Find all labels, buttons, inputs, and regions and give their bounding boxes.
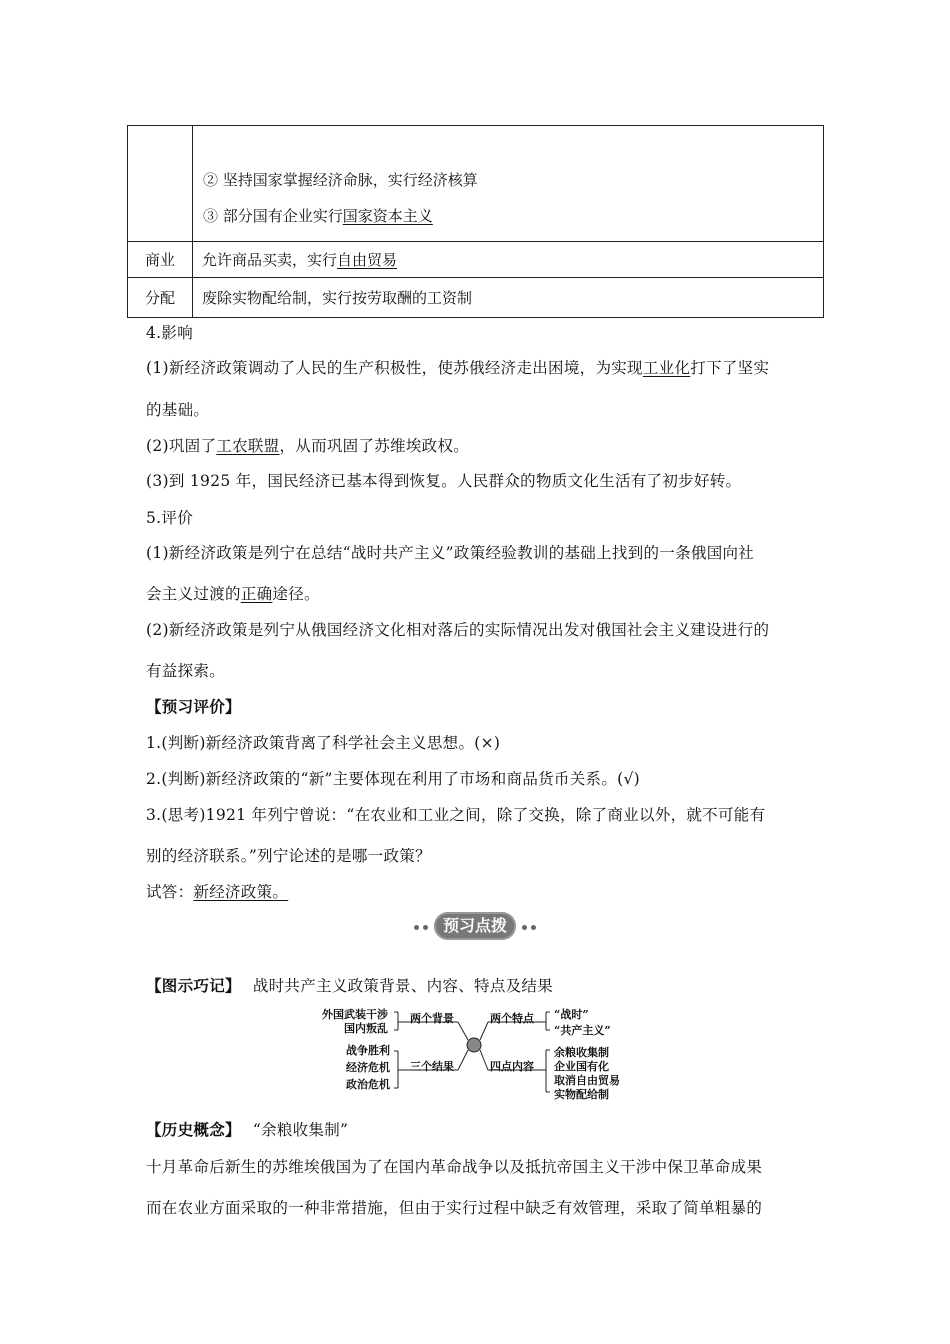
- table-row1-line1: ② 坚持国家掌握经济命脉，实行经济核算: [203, 171, 478, 189]
- row1-line2-text: ③ 部分国有企业实行: [203, 207, 343, 225]
- influence-p2-underlined: 工农联盟: [216, 437, 280, 455]
- banner-label: 预习点拨: [434, 912, 516, 940]
- evaluation-p1-post: 途径。: [272, 585, 320, 603]
- banner-dot: [522, 925, 527, 930]
- answer-underlined: 新经济政策。: [193, 883, 289, 901]
- table-cell-label: 商业: [128, 242, 193, 278]
- answer-label: 试答：: [146, 883, 194, 901]
- commerce-text: 允许商品买卖，实行: [202, 251, 338, 269]
- diagram-right-top-1: “战时”: [554, 1008, 589, 1021]
- evaluation-p1-cont: [146, 582, 320, 604]
- diagram-right-top-2: “共产主义”: [554, 1024, 611, 1037]
- row1-line2-underlined: 国家资本主义: [342, 207, 433, 225]
- table-cell-content: [193, 242, 824, 278]
- concept-line: [146, 1118, 348, 1140]
- preview-q2: 2.(判断)新经济政策的“新”主要体现在利用了市场和商品货币关系。(√): [146, 770, 641, 788]
- diagram-left-top-2: 国内叛乱: [344, 1022, 388, 1035]
- influence-p2: [146, 434, 469, 456]
- influence-p1-cont: 的基础。: [146, 401, 210, 419]
- banner-dot: [414, 925, 419, 930]
- evaluation-p1: (1)新经济政策是列宁在总结“战时共产主义”政策经验教训的基础上找到的一条俄国向社: [146, 544, 755, 562]
- influence-p1: [146, 356, 769, 378]
- concept-heading: 【历史概念】: [146, 1120, 241, 1139]
- influence-p1-underlined: 工业化: [642, 359, 691, 377]
- diagram-right-bottom-1: 余粮收集制: [554, 1046, 609, 1059]
- concept-p1: 十月革命后新生的苏维埃俄国为了在国内革命战争以及抵抗帝国主义干涉中保卫革命成果: [146, 1158, 763, 1176]
- diagram-right-bottom-3: 取消自由贸易: [554, 1074, 620, 1087]
- table-row: [128, 278, 824, 318]
- mnemonic-line: [146, 974, 553, 996]
- influence-heading: 4.影响: [146, 324, 193, 342]
- evaluation-p2: (2)新经济政策是列宁从俄国经济文化相对落后的实际情况出发对俄国社会主义建设进行的: [146, 621, 770, 639]
- preview-q1: 1.(判断)新经济政策背离了科学社会主义思想。(×): [146, 734, 501, 752]
- influence-p1-text: (1)新经济政策调动了人民的生产积极性，使苏俄经济走出困境，为实现: [146, 359, 643, 377]
- influence-p2-text: (2)巩固了: [146, 437, 217, 455]
- section-banner: [410, 912, 540, 942]
- distribution-text: 废除实物配给制，实行按劳取酬的工资制: [202, 289, 473, 307]
- concept-p2: 而在农业方面采取的一种非常措施，但由于实行过程中缺乏有效管理，采取了简单粗暴的: [146, 1199, 763, 1217]
- table-cell-label: [128, 126, 193, 242]
- diagram-mid-right-top: 两个特点: [490, 1012, 534, 1025]
- diagram-right-bottom-4: 实物配给制: [554, 1088, 609, 1101]
- evaluation-heading: 5.评价: [146, 509, 193, 527]
- evaluation-p2-cont: 有益探索。: [146, 662, 226, 680]
- preview-answer: [146, 880, 288, 902]
- preview-q3: 3.(思考)1921 年列宁曾说：“在农业和工业之间，除了交换，除了商业以外，就不可能有: [146, 806, 766, 824]
- diagram-left-bottom-3: 政治危机: [346, 1078, 390, 1091]
- commerce-underlined: 自由贸易: [337, 251, 398, 269]
- mnemonic-heading: 【图示巧记】: [146, 976, 241, 995]
- diagram-mid-left-bottom: 三个结果: [410, 1060, 454, 1073]
- table-row1-line2: [203, 205, 433, 226]
- table-row: [128, 242, 824, 278]
- preview-q3-cont: 别的经济联系。”列宁论述的是哪一政策？: [146, 847, 431, 865]
- evaluation-p1-underlined: 正确: [240, 585, 273, 603]
- mind-map-diagram: [318, 1006, 638, 1102]
- preview-heading: 【预习评价】: [146, 697, 241, 716]
- diagram-left-bottom-2: 经济危机: [346, 1061, 390, 1074]
- diagram-mid-left-top: 两个背景: [410, 1012, 454, 1025]
- evaluation-p1-cont-text: 会主义过渡的: [146, 585, 241, 603]
- diagram-mid-right-bottom: 四点内容: [490, 1060, 534, 1073]
- influence-p1-post: 打下了坚实: [690, 359, 770, 377]
- concept-title: “余粮收集制”: [252, 1121, 349, 1139]
- diagram-left-bottom-1: 战争胜利: [346, 1044, 390, 1057]
- influence-p3: (3)到 1925 年，国民经济已基本得到恢复。人民群众的物质文化生活有了初步好转。: [146, 472, 742, 490]
- diagram-left-top-1: 外国武装干涉: [322, 1008, 388, 1021]
- table-cell-content: [193, 278, 824, 318]
- banner-dot: [531, 925, 536, 930]
- diagram-right-bottom-2: 企业国有化: [554, 1060, 609, 1073]
- mnemonic-title: 战时共产主义政策背景、内容、特点及结果: [252, 977, 554, 995]
- influence-p2-post: ，从而巩固了苏维埃政权。: [279, 437, 470, 455]
- banner-dot: [423, 925, 428, 930]
- table-cell-label: 分配: [128, 278, 193, 318]
